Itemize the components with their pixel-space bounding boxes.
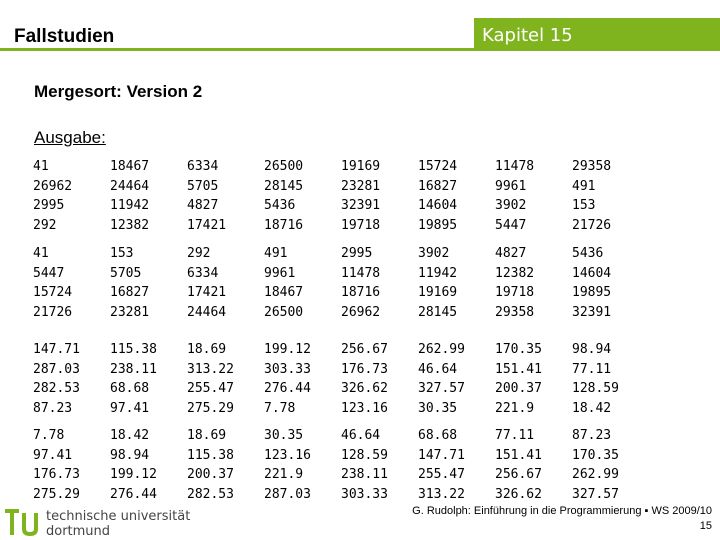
output-value: 282.53: [187, 486, 234, 502]
output-value: 77.11: [495, 428, 535, 443]
chapter-label: Kapitel 15: [482, 25, 573, 46]
output-value: 200.37: [495, 381, 542, 396]
output-value: 41: [33, 159, 49, 174]
output-table: [33, 340, 649, 418]
university-line-1: technische universität: [46, 509, 191, 524]
output-value: 17421: [187, 285, 227, 300]
output-value: 11942: [110, 198, 150, 213]
output-value: 292: [33, 217, 57, 233]
output-value: 21726: [572, 217, 612, 233]
output-block-4: [33, 426, 649, 504]
output-value: 200.37: [187, 467, 234, 482]
output-value: 21726: [33, 304, 73, 320]
output-column: [110, 244, 187, 322]
output-block-3: [33, 340, 649, 418]
output-value: 15724: [33, 285, 73, 300]
output-value: 19895: [572, 285, 612, 300]
output-value: 14604: [418, 198, 458, 213]
output-value: 170.35: [495, 342, 542, 357]
output-value: 326.62: [341, 381, 388, 396]
output-value: 4827: [495, 246, 527, 261]
output-value: 18.42: [572, 400, 612, 416]
output-value: 276.44: [264, 381, 311, 396]
output-value: 19169: [341, 159, 381, 174]
output-value: 276.44: [110, 486, 157, 502]
output-value: 275.29: [187, 400, 234, 416]
output-value: 18467: [264, 285, 304, 300]
output-value: 68.68: [110, 381, 150, 396]
output-value: 9961: [264, 265, 296, 281]
output-column: [572, 340, 649, 418]
output-value: 6334: [187, 265, 219, 281]
output-column: [187, 340, 264, 418]
output-column: [418, 426, 495, 504]
output-value: 87.23: [572, 428, 612, 443]
output-value: 15724: [418, 159, 458, 174]
output-column: [110, 157, 187, 235]
output-value: 18716: [264, 217, 304, 233]
output-value: 128.59: [572, 381, 619, 396]
output-column: [418, 244, 495, 322]
output-value: 153: [572, 198, 596, 213]
output-value: 282.53: [33, 381, 80, 396]
output-column: [418, 157, 495, 235]
output-column: [33, 244, 110, 322]
output-label: Ausgabe:: [34, 128, 106, 147]
output-value: 238.11: [341, 467, 388, 482]
output-column: [264, 426, 341, 504]
output-column: [33, 157, 110, 235]
output-value: 28145: [418, 304, 458, 320]
output-value: 491: [572, 178, 596, 194]
output-value: 176.73: [341, 361, 388, 377]
output-column: [495, 157, 572, 235]
output-column: [341, 244, 418, 322]
output-value: 32391: [341, 198, 381, 213]
output-value: 3902: [495, 198, 527, 213]
output-value: 153: [110, 246, 134, 261]
output-value: 46.64: [418, 361, 458, 377]
output-value: 11942: [418, 265, 458, 281]
output-value: 18467: [110, 159, 150, 174]
output-value: 256.67: [341, 342, 388, 357]
output-value: 23281: [110, 304, 150, 320]
output-value: 313.22: [187, 361, 234, 377]
output-value: 287.03: [33, 361, 80, 377]
output-value: 19718: [341, 217, 381, 233]
output-value: 5705: [187, 178, 219, 194]
output-value: 19169: [418, 285, 458, 300]
output-value: 176.73: [33, 467, 80, 482]
output-value: 98.94: [572, 342, 612, 357]
output-column: [264, 244, 341, 322]
output-value: 18.42: [110, 428, 150, 443]
output-value: 26962: [33, 178, 73, 194]
output-column: [341, 340, 418, 418]
output-value: 9961: [495, 178, 527, 194]
output-value: 221.9: [264, 467, 304, 482]
output-value: 5436: [572, 246, 604, 261]
output-value: 12382: [110, 217, 150, 233]
output-block-2: [33, 244, 649, 322]
output-value: 6334: [187, 159, 219, 174]
output-value: 151.41: [495, 361, 542, 377]
output-value: 4827: [187, 198, 219, 213]
output-column: [187, 157, 264, 235]
output-column: [418, 340, 495, 418]
output-value: 28145: [264, 178, 304, 194]
output-value: 41: [33, 246, 49, 261]
output-column: [264, 157, 341, 235]
output-column: [33, 426, 110, 504]
page-number: 15: [699, 520, 712, 532]
output-value: 327.57: [418, 381, 465, 396]
output-value: 24464: [110, 178, 150, 194]
output-value: 24464: [187, 304, 227, 320]
output-value: 199.12: [264, 342, 311, 357]
output-value: 2995: [341, 246, 373, 261]
output-table: [33, 157, 649, 235]
output-value: 151.41: [495, 447, 542, 463]
output-column: [33, 340, 110, 418]
output-column: [495, 426, 572, 504]
output-value: 11478: [341, 265, 381, 281]
output-column: [495, 340, 572, 418]
output-column: [187, 426, 264, 504]
output-value: 30.35: [264, 428, 304, 443]
output-value: 256.67: [495, 467, 542, 482]
output-value: 29358: [572, 159, 612, 174]
output-value: 97.41: [110, 400, 150, 416]
output-value: 97.41: [33, 447, 73, 463]
output-value: 115.38: [110, 342, 157, 357]
output-value: 18.69: [187, 428, 227, 443]
output-value: 26500: [264, 304, 304, 320]
output-value: 68.68: [418, 428, 458, 443]
output-value: 87.23: [33, 400, 73, 416]
output-value: 255.47: [187, 381, 234, 396]
output-value: 115.38: [187, 447, 234, 463]
output-value: 238.11: [110, 361, 157, 377]
footer-text: [412, 504, 712, 534]
output-value: 3902: [418, 246, 450, 261]
output-value: 16827: [110, 285, 150, 300]
output-value: 221.9: [495, 400, 535, 416]
output-value: 262.99: [572, 467, 619, 482]
output-value: 199.12: [110, 467, 157, 482]
output-column: [187, 244, 264, 322]
output-value: 128.59: [341, 447, 388, 463]
output-value: 5447: [33, 265, 65, 281]
university-line-2: dortmund: [46, 524, 111, 539]
output-value: 29358: [495, 304, 535, 320]
output-value: 12382: [495, 265, 535, 281]
output-column: [341, 157, 418, 235]
output-value: 255.47: [418, 467, 465, 482]
output-value: 491: [264, 246, 288, 261]
output-value: 123.16: [264, 447, 311, 463]
output-value: 327.57: [572, 486, 619, 502]
output-value: 5705: [110, 265, 142, 281]
chapter-badge: [474, 18, 720, 50]
output-value: 7.78: [264, 400, 296, 416]
output-value: 77.11: [572, 361, 612, 377]
slide-title: Mergesort: Version 2: [34, 82, 203, 101]
output-value: 147.71: [418, 447, 465, 463]
output-value: 30.35: [418, 400, 458, 416]
output-column: [495, 244, 572, 322]
output-value: 5436: [264, 198, 296, 213]
output-column: [572, 426, 649, 504]
output-value: 303.33: [264, 361, 311, 377]
output-value: 5447: [495, 217, 527, 233]
output-value: 14604: [572, 265, 612, 281]
output-value: 18716: [341, 285, 381, 300]
output-value: 26962: [341, 304, 381, 320]
output-value: 16827: [418, 178, 458, 194]
output-value: 170.35: [572, 447, 619, 463]
output-value: 292: [187, 246, 211, 261]
output-value: 17421: [187, 217, 227, 233]
output-value: 313.22: [418, 486, 465, 502]
output-value: 275.29: [33, 486, 80, 502]
output-value: 326.62: [495, 486, 542, 502]
output-column: [110, 426, 187, 504]
output-value: 26500: [264, 159, 304, 174]
output-value: 19895: [418, 217, 458, 233]
output-column: [264, 340, 341, 418]
output-value: 262.99: [418, 342, 465, 357]
output-value: 287.03: [264, 486, 311, 502]
output-value: 23281: [341, 178, 381, 194]
output-value: 303.33: [341, 486, 388, 502]
output-value: 19718: [495, 285, 535, 300]
output-column: [110, 340, 187, 418]
output-value: 98.94: [110, 447, 150, 463]
output-column: [572, 244, 649, 322]
lecture-info: G. Rudolph: Einführung in die Programmierung ▪ WS 2009/10: [412, 505, 712, 517]
section-title: Fallstudien: [14, 26, 115, 47]
output-column: [572, 157, 649, 235]
output-value: 11478: [495, 159, 535, 174]
output-table: [33, 426, 649, 504]
output-value: 147.71: [33, 342, 80, 357]
output-block-1: [33, 157, 649, 235]
university-name: [46, 509, 190, 539]
output-value: 7.78: [33, 428, 65, 443]
output-value: 46.64: [341, 428, 381, 443]
output-value: 123.16: [341, 400, 388, 416]
output-value: 18.69: [187, 342, 227, 357]
output-value: 32391: [572, 304, 612, 320]
header-divider: [0, 48, 720, 51]
output-table: [33, 244, 649, 322]
output-column: [341, 426, 418, 504]
output-value: 2995: [33, 198, 65, 213]
